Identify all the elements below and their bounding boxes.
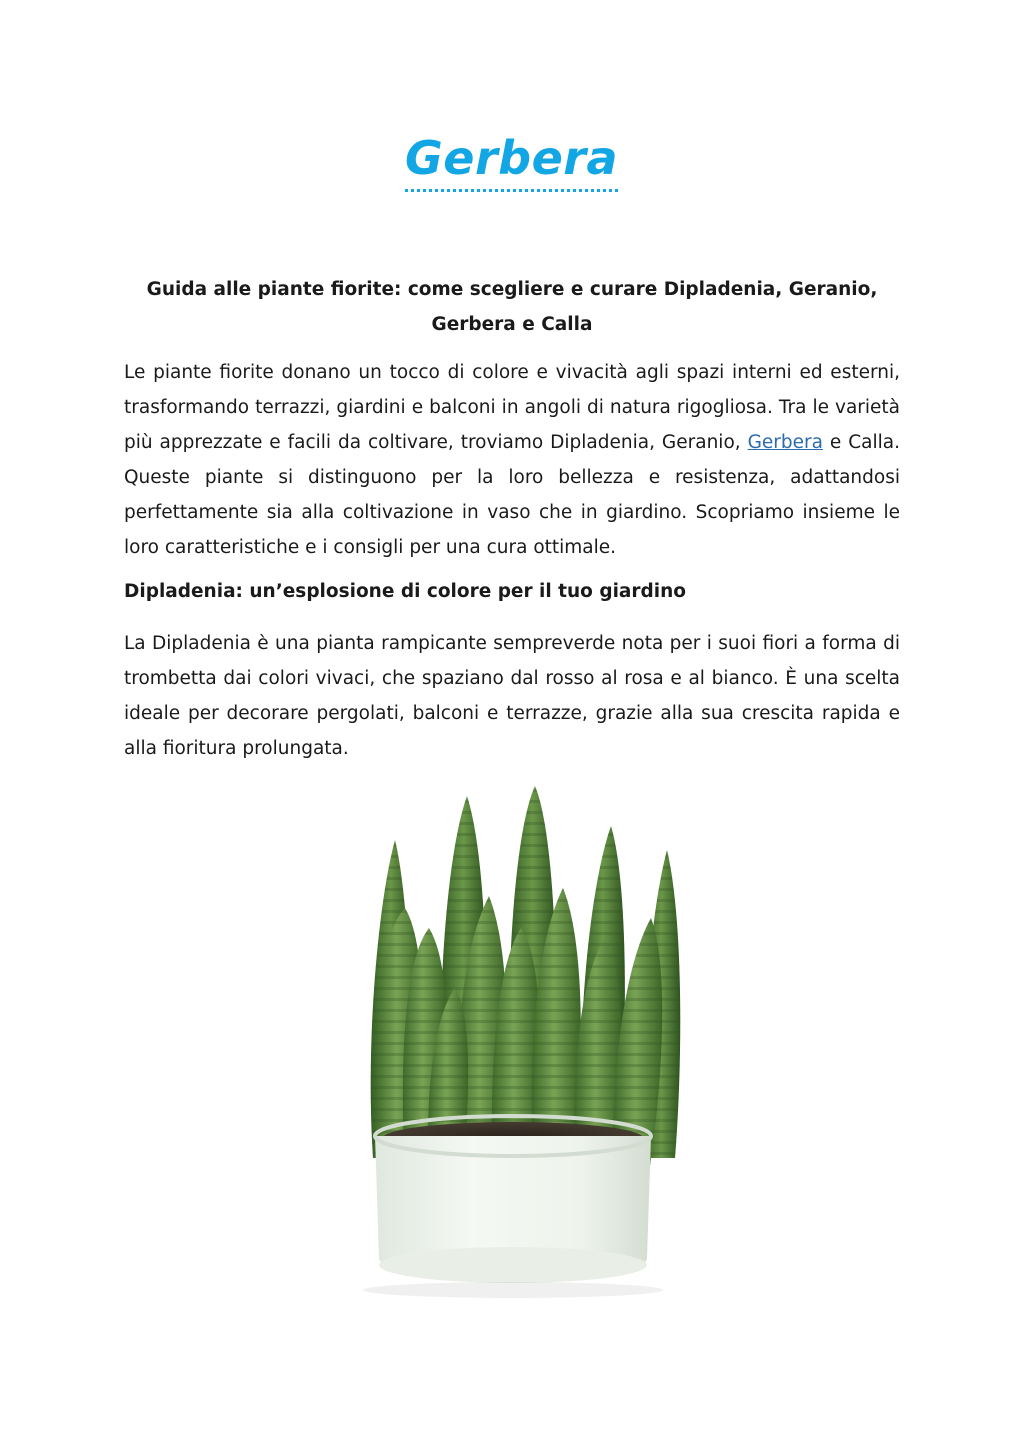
intro-paragraph [124,355,900,565]
sansevieria-plant-illustration [143,778,883,1318]
section-heading-dipladenia: Dipladenia: un’esplosione di colore per il tuo giardino [124,581,686,602]
white-pot [363,1116,663,1298]
article-title: Guida alle piante fiorite: come scegliere e curare Dipladenia, Geranio, Gerbera e Calla [146,279,878,335]
dipladenia-paragraph: La Dipladenia è una pianta rampicante sempreverde nota per i suoi fiori a forma di trombetta dai colori vivaci, che spaziano dal rosso al rosa e al bianco. È una scelta ideale per decorare pergolati, balconi e terrazze, grazie alla sua crescita rapida e alla fioritura prolungata. [124,633,900,759]
intro-text-before: Le piante fiorite donano un tocco di colore e vivacità agli spazi interni ed esterni, trasformando terrazzi, giardini e balconi in angoli di natura rigogliosa. Tra le varietà più apprezzate e facili da coltivare, troviamo Dipladenia, Geranio, [124,362,900,453]
intro-text-after: e Calla. Queste piante si distinguono per la loro bellezza e resistenza, adattandosi perfettamente sia alla coltivazione in vaso che in giardino. Scopriamo insieme le loro caratteristiche e i consigli per una cura ottimale. [124,432,900,558]
gerbera-link[interactable]: Gerbera [747,432,823,453]
plant-image [143,778,883,1318]
site-logo[interactable] [0,130,1023,192]
logo-text: Gerbera [405,130,618,192]
